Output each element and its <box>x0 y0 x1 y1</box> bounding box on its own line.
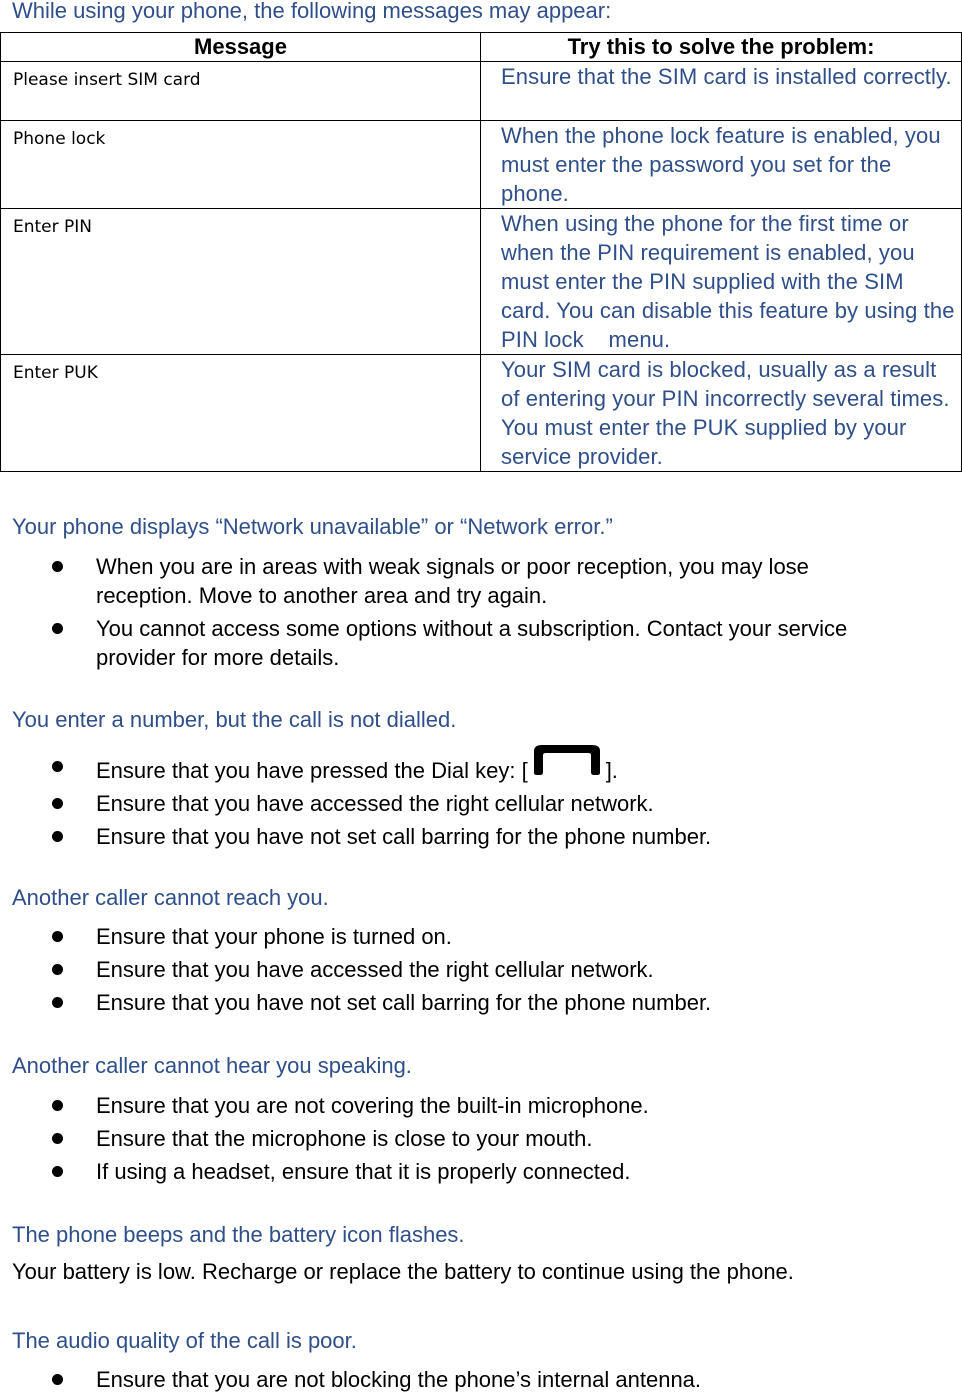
bullet-icon <box>52 761 63 772</box>
not-dialled-heading: You enter a number, but the call is not dialled. <box>12 707 457 732</box>
bullet-icon <box>52 1100 63 1111</box>
list-item: Ensure that you are not covering the built-in microphone. <box>0 1091 962 1120</box>
cannot-reach-bullet-list <box>0 922 962 1017</box>
dial-key-icon <box>528 752 606 782</box>
audio-bullet-list <box>0 1365 962 1394</box>
bullet-icon <box>52 623 63 634</box>
message-cell: Enter PIN <box>1 209 481 355</box>
message-cell: Phone lock <box>1 121 481 209</box>
battery-heading: The phone beeps and the battery icon flashes. <box>12 1222 465 1247</box>
cannot-hear-bullet-list <box>0 1091 962 1186</box>
list-item: Ensure that you are not blocking the phone’s internal antenna. <box>0 1365 962 1394</box>
network-bullet-list <box>0 552 962 672</box>
bullet-icon <box>52 931 63 942</box>
table-row <box>1 209 962 355</box>
list-item: Ensure that you have pressed the Dial key: [ ]. <box>0 752 962 785</box>
list-item: Ensure that you have not set call barring for the phone number. <box>0 822 962 851</box>
bullet-icon <box>52 831 63 842</box>
bullet-icon <box>52 1166 63 1177</box>
solution-cell: Your SIM card is blocked, usually as a result of entering your PIN incorrectly several times. You must enter the PUK supplied by your service provider. <box>481 355 962 472</box>
solution-cell: Ensure that the SIM card is installed correctly. <box>481 62 962 121</box>
list-item: Ensure that you have accessed the right cellular network. <box>0 955 962 984</box>
solution-cell: When using the phone for the first time or when the PIN requirement is enabled, you must enter the PIN supplied with the SIM card. You can disable this feature by using the PIN lock menu. <box>481 209 962 355</box>
network-heading: Your phone displays “Network unavailable” or “Network error.” <box>12 514 613 539</box>
table-row <box>1 355 962 472</box>
list-item: Ensure that you have not set call barring for the phone number. <box>0 988 962 1017</box>
audio-heading: The audio quality of the call is poor. <box>12 1328 357 1353</box>
column-header-solution: Try this to solve the problem: <box>481 33 962 62</box>
bullet-icon <box>52 1374 63 1385</box>
table-row <box>1 62 962 121</box>
intro-text: While using your phone, the following messages may appear: <box>12 0 612 23</box>
column-header-message: Message <box>1 33 481 62</box>
list-item: If using a headset, ensure that it is properly connected. <box>0 1157 962 1186</box>
bullet-icon <box>52 964 63 975</box>
cannot-hear-heading: Another caller cannot hear you speaking. <box>12 1053 412 1078</box>
message-cell: Enter PUK <box>1 355 481 472</box>
battery-text: Your battery is low. Recharge or replace the battery to continue using the phone. <box>12 1259 794 1284</box>
cannot-reach-heading: Another caller cannot reach you. <box>12 885 329 910</box>
list-item: When you are in areas with weak signals or poor reception, you may lose reception. Move to another area and try again. <box>0 552 962 610</box>
table-row <box>1 121 962 209</box>
solution-cell: When the phone lock feature is enabled, you must enter the password you set for the phone. <box>481 121 962 209</box>
bullet-icon <box>52 561 63 572</box>
list-item: Ensure that your phone is turned on. <box>0 922 962 951</box>
messages-table <box>0 32 962 472</box>
bullet-icon <box>52 798 63 809</box>
bullet-icon <box>52 1133 63 1144</box>
bullet-icon <box>52 997 63 1008</box>
list-item: Ensure that the microphone is close to your mouth. <box>0 1124 962 1153</box>
table-header-row <box>1 33 962 62</box>
not-dialled-bullet-list <box>0 752 962 851</box>
list-item: You cannot access some options without a subscription. Contact your service provider for more details. <box>0 614 962 672</box>
message-cell: Please insert SIM card <box>1 62 481 121</box>
list-item: Ensure that you have accessed the right cellular network. <box>0 789 962 818</box>
